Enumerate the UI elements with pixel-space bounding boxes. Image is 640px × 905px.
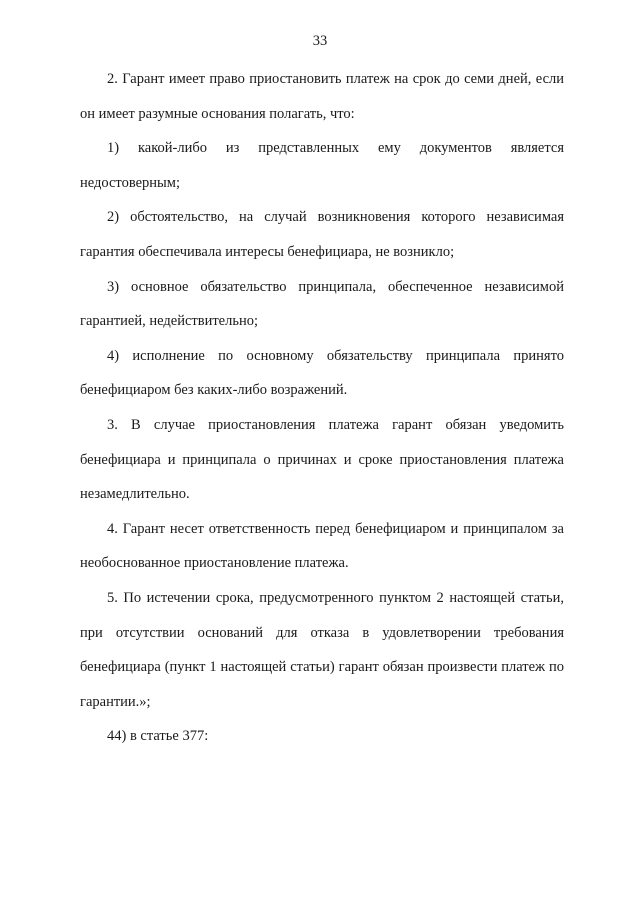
- paragraph-item-44: 44) в статье 377:: [107, 728, 209, 745]
- paragraph-clause-4: 4. Гарант несет ответственность перед бенефициаром и принципалом за необоснованное приостановление платежа.: [80, 520, 564, 572]
- paragraph-item-2: 2) обстоятельство, на случай возникновения которого независимая гарантия обеспечивала интересы бенефициара, не возникло;: [80, 209, 564, 260]
- paragraph-clause-5: 5. По истечении срока, предусмотренного пунктом 2 настоящей статьи, при отсутствии оснований для отказа в удовлетворении требования бенефициара (пункт 1 настоящей статьи) гарант обязан произвести платеж по гарантии.»;: [80, 589, 564, 710]
- paragraph-item-1: 1) какой-либо из представленных ему документов является недостоверным;: [80, 140, 564, 191]
- paragraph-item-3: 3) основное обязательство принципала, обеспеченное независимой гарантией, недействительно;: [80, 278, 564, 330]
- paragraph-clause-3: 3. В случае приостановления платежа гарант обязан уведомить бенефициара и принципала о причинах и сроке приостановления платежа незамедлительно.: [80, 416, 564, 503]
- paragraph-item-4: 4) исполнение по основному обязательству принципала принято бенефициаром без каких-либо возражений.: [80, 347, 564, 399]
- paragraph-clause-2: 2. Гарант имеет право приостановить платеж на срок до семи дней, если он имеет разумные основания полагать, что:: [80, 71, 564, 122]
- page-number: 33: [312, 33, 328, 49]
- body-text: [80, 62, 564, 754]
